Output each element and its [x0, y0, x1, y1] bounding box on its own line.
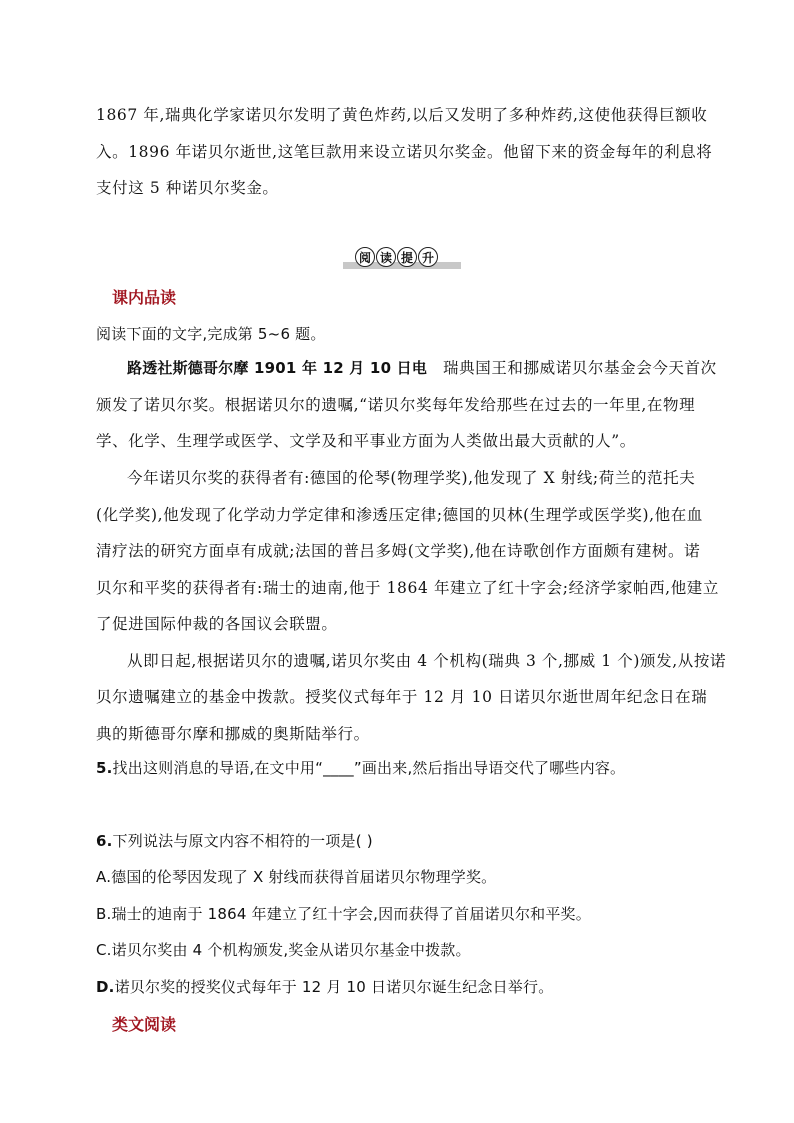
- banner-char: 阅: [355, 247, 375, 267]
- question-text: 找出这则消息的导语,在文中用“____”画出来,然后指出导语交代了哪些内容。: [112, 759, 626, 777]
- option-text: 诺贝尔奖的授奖仪式每年于 12 月 10 日诺贝尔诞生纪念日举行。: [114, 978, 554, 996]
- option-key: D.: [96, 978, 115, 996]
- question-6: [96, 830, 373, 851]
- option-text: 诺贝尔奖由 4 个机构颁发,奖金从诺贝尔基金中拨款。: [111, 941, 471, 959]
- banner-char: 读: [376, 247, 396, 267]
- section-title-in-class-reading: 课内品读: [112, 288, 177, 307]
- p1-first-line-rest: 瑞典国王和挪威诺贝尔基金会今天首次: [443, 359, 717, 377]
- article-p2-line-5: 了促进国际仲裁的各国议会联盟。: [96, 615, 338, 633]
- article-p2-line-2: (化学奖),他发现了化学动力学定律和渗透压定律;德国的贝林(生理学或医学奖),他在血: [96, 506, 703, 524]
- question-text: 下列说法与原文内容不相符的一项是( ): [112, 832, 373, 850]
- section-title-similar-reading: 类文阅读: [112, 1015, 177, 1034]
- option-c: [96, 939, 471, 960]
- option-key: B.: [96, 905, 112, 923]
- article-p1-line-3: 学、化学、生理学或医学、文学及和平事业方面为人类做出最大贡献的人”。: [96, 432, 636, 450]
- question-number: 6.: [96, 832, 113, 850]
- instruction: 阅读下面的文字,完成第 5~6 题。: [96, 325, 326, 343]
- article-p3-line-1: 从即日起,根据诺贝尔的遗嘱,诺贝尔奖由 4 个机构(瑞典 3 个,挪威 1 个)颁发,从按诺: [127, 652, 727, 670]
- option-key: C.: [96, 941, 112, 959]
- article-p2-line-4: 贝尔和平奖的获得者有:瑞士的迪南,他于 1864 年建立了红十字会;经济学家帕西,他建立: [96, 579, 720, 597]
- option-text: 瑞士的迪南于 1864 年建立了红十字会,因而获得了首届诺贝尔和平奖。: [111, 905, 591, 923]
- article-p3-line-3: 典的斯德哥尔摩和挪威的奥斯陆举行。: [96, 725, 370, 743]
- question-5: [96, 757, 625, 778]
- reading-improvement-banner: [343, 246, 461, 270]
- article-p2-line-3: 清疗法的研究方面卓有成就;法国的普吕多姆(文学奖),他在诗歌创作方面颇有建树。诺: [96, 542, 701, 560]
- intro-line-3: 支付这 5 种诺贝尔奖金。: [96, 179, 279, 197]
- option-b: [96, 903, 591, 924]
- banner-char: 升: [418, 247, 438, 267]
- banner-char: 提: [397, 247, 417, 267]
- intro-line-2: 入。1896 年诺贝尔逝世,这笔巨款用来设立诺贝尔奖金。他留下来的资金每年的利息将: [96, 143, 713, 161]
- article-p1-line-2: 颁发了诺贝尔奖。根据诺贝尔的遗嘱,“诺贝尔奖每年发给那些在过去的一年里,在物理: [96, 396, 696, 414]
- dateline: 路透社斯德哥尔摩 1901 年 12 月 10 日电: [127, 359, 428, 377]
- option-d: [96, 976, 553, 997]
- option-text: 德国的伦琴因发现了 X 射线而获得首届诺贝尔物理学奖。: [111, 868, 497, 886]
- option-a: [96, 866, 496, 887]
- article-p3-line-2: 贝尔遗嘱建立的基金中拨款。授奖仪式每年于 12 月 10 日诺贝尔逝世周年纪念日在瑞: [96, 688, 708, 706]
- question-number: 5.: [96, 759, 113, 777]
- article-p2-line-1: 今年诺贝尔奖的获得者有:德国的伦琴(物理学奖),他发现了 X 射线;荷兰的范托夫: [127, 469, 696, 487]
- option-key: A.: [96, 868, 112, 886]
- article-p1-line-1: [127, 356, 717, 378]
- intro-line-1: 1867 年,瑞典化学家诺贝尔发明了黄色炸药,以后又发明了多种炸药,这使他获得巨额收: [96, 106, 708, 124]
